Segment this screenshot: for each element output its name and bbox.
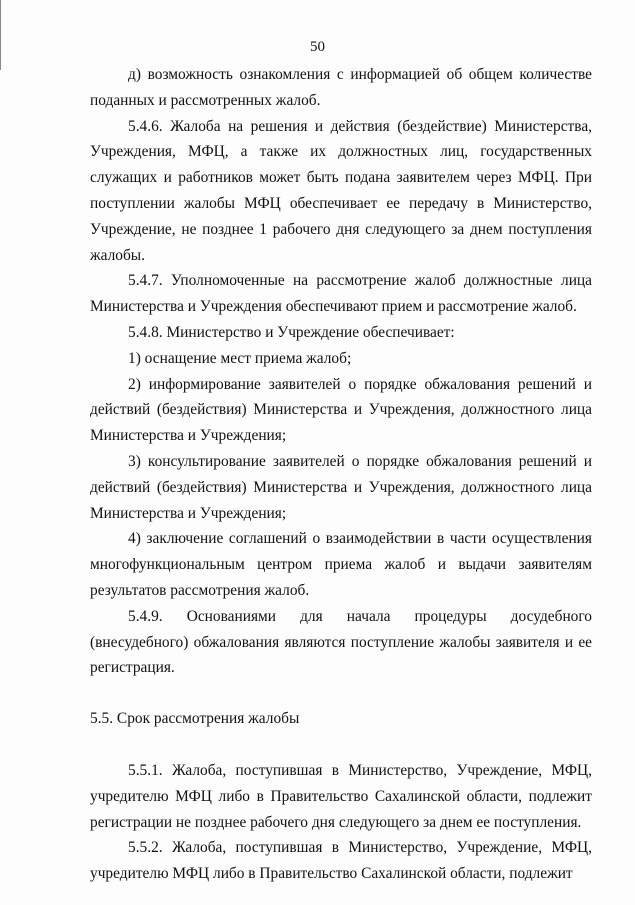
document-body (90, 62, 592, 887)
section-title: 5.5. Срок рассмотрения жалобы (90, 710, 300, 728)
paragraph-5-4-7: 5.4.7. Уполномоченные на рассмотрение жалоб должностные лица Министерства и Учреждения обеспечивают прием и рассмотрение жалоб. (90, 272, 592, 316)
paragraph-5-5-2: 5.5.2. Жалоба, поступившая в Министерство, Учреждение, МФЦ, учредителю МФЦ либо в Правительство Сахалинской области, подлежит (90, 839, 592, 883)
list-item-2: 2) информирование заявителей о порядке обжалования решений и действий (бездействия) Министерства и Учреждения, должностного лица Министерства и Учреждения; (90, 375, 592, 445)
page-number: 50 (310, 39, 325, 55)
paragraph-5-4-6: 5.4.6. Жалоба на решения и действия (бездействие) Министерства, Учреждения, МФЦ, а также их должностных лиц, государственных служащих и работников может быть подана заявителем через МФЦ. При поступлении жалобы МФЦ обеспечивает ее передачу в Министерство, Учреждение, не позднее 1 рабочего дня следующего за днем поступления жалобы. (90, 117, 592, 264)
list-item-3: 3) консультирование заявителей о порядке обжалования решений и действий (бездействия) Министерства и Учреждения, должностного лица Министерства и Учреждения; (90, 452, 592, 522)
list-item-1: 1) оснащение мест приема жалоб; (128, 349, 352, 367)
paragraph-5-5-1: 5.5.1. Жалоба, поступившая в Министерство, Учреждение, МФЦ, учредителю МФЦ либо в Правительство Сахалинской области, подлежит регистрации не позднее рабочего дня следующего за днем ее поступления. (90, 761, 592, 831)
list-item-4: 4) заключение соглашений о взаимодействии в части осуществления многофункциональным центром приема жалоб и выдачи заявителям результатов рассмотрения жалоб. (90, 530, 592, 599)
paragraph-5-4-8: 5.4.8. Министерство и Учреждение обеспечивает: (128, 323, 455, 341)
paragraph-item-d: д) возможность ознакомления с информацией об общем количестве поданных и рассмотренных жалоб. (90, 66, 592, 109)
paragraph-5-4-9: 5.4.9. Основаниями для начала процедуры досудебного (внесудебного) обжалования являются поступление жалобы заявителя и ее регистрация. (90, 607, 592, 677)
scan-edge-line (0, 0, 4, 70)
